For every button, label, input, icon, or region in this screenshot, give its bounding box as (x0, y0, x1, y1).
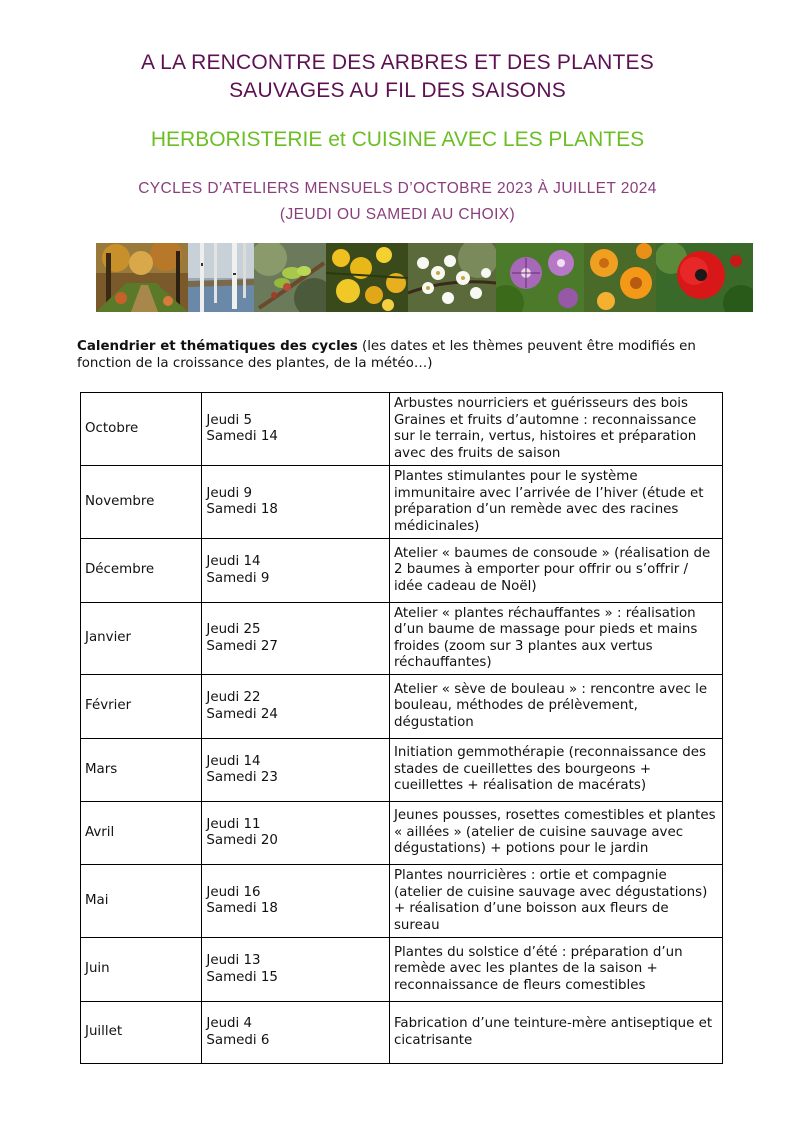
dates-text: Jeudi 11 Samedi 20 (206, 816, 278, 848)
calendar-table (80, 392, 723, 1064)
dates-text: Jeudi 13 Samedi 15 (206, 953, 278, 985)
table-row (81, 865, 723, 938)
dates-text: Jeudi 14 Samedi 23 (206, 753, 278, 785)
table-row (81, 393, 723, 466)
month-cell: Mars (81, 739, 202, 802)
dates-cell (202, 539, 390, 603)
photo-spring-buds (254, 243, 326, 312)
subtitle: HERBORISTERIE et CUISINE AVEC LES PLANTES (150, 128, 645, 151)
month-cell: Juillet (81, 1002, 202, 1064)
month-cell: Février (81, 675, 202, 739)
cycles-line-2: (JEUDI OU SAMEDI AU CHOIX) (279, 206, 516, 223)
dates-text: Jeudi 25 Samedi 27 (206, 622, 278, 654)
dates-cell (202, 393, 390, 466)
photo-red-poppy (656, 243, 753, 312)
photo-birch-trees-by-lake (188, 243, 254, 312)
table-row (81, 466, 723, 539)
month-cell: Décembre (81, 539, 202, 603)
table-row (81, 938, 723, 1002)
theme-text: Plantes nourricières : ortie et compagnie (atelier de cuisine sauvage avec dégustations) + réalisation d’une boisson aux fleurs de sureau (393, 868, 708, 933)
title-line-2: SAUVAGES AU FIL DES SAISONS (229, 79, 566, 102)
theme-cell (389, 865, 722, 938)
intro-heading: Calendrier et thématiques des cycles (77, 339, 358, 354)
theme-cell (389, 603, 722, 675)
month-cell: Janvier (81, 603, 202, 675)
month-cell: Avril (81, 802, 202, 865)
dates-text: Jeudi 4 Samedi 6 (206, 1016, 270, 1048)
dates-cell (202, 739, 390, 802)
dates-cell (202, 865, 390, 938)
dates-cell (202, 675, 390, 739)
table-row (81, 739, 723, 802)
title-line-1: A LA RENCONTRE DES ARBRES ET DES PLANTES (141, 51, 654, 74)
dates-cell (202, 938, 390, 1002)
month-cell: Octobre (81, 393, 202, 466)
theme-cell (389, 802, 722, 865)
photo-autumn-forest-path (96, 243, 188, 312)
theme-text: Atelier « baumes de consoude » (réalisation de 2 baumes à emporter pour offrir ou s’offrir / idée cadeau de Noël) (393, 545, 711, 594)
dates-cell (202, 603, 390, 675)
theme-text: Plantes du solstice d’été : préparation d’un remède avec les plantes de la saison + reconnaissance de fleurs comestibles (393, 944, 683, 993)
theme-cell (389, 539, 722, 603)
theme-text: Initiation gemmothérapie (reconnaissance des stades de cueillettes des bourgeons + cueillettes + réalisation de macérats) (393, 745, 706, 794)
table-row (81, 802, 723, 865)
photo-white-blossoms (408, 243, 496, 312)
month-cell: Novembre (81, 466, 202, 539)
dates-text: Jeudi 5 Samedi 14 (206, 412, 278, 444)
dates-cell (202, 466, 390, 539)
theme-text: Fabrication d’une teinture-mère antiseptique et cicatrisante (393, 1016, 713, 1048)
dates-text: Jeudi 22 Samedi 24 (206, 690, 278, 722)
photo-strip (96, 243, 753, 312)
intro-note: (les dates et les thèmes peuvent être modifiés en fonction de la croissance des plantes, de la météo…) (77, 339, 696, 371)
theme-text: Plantes stimulantes pour le système immunitaire avec l’arrivée de l’hiver (étude et préparation d’un remède avec des racines médicinales) (393, 469, 704, 534)
theme-cell (389, 466, 722, 539)
theme-cell (389, 1002, 722, 1064)
table-row (81, 1002, 723, 1064)
dates-text: Jeudi 9 Samedi 18 (206, 485, 278, 517)
theme-text: Jeunes pousses, rosettes comestibles et plantes « aillées » (atelier de cuisine sauvage avec dégustations) + potions pour le jardin (393, 808, 716, 857)
dates-cell (202, 1002, 390, 1064)
intro-paragraph (77, 338, 727, 372)
photo-calendula-flowers (584, 243, 656, 312)
photo-mallow-flowers (496, 243, 584, 312)
photo-yellow-gorse-flowers (326, 243, 408, 312)
theme-cell (389, 675, 722, 739)
table-row (81, 603, 723, 675)
theme-cell (389, 938, 722, 1002)
cycles-line-1: CYCLES D’ATELIERS MENSUELS D’OCTOBRE 2023 À JUILLET 2024 (138, 180, 657, 197)
table-row (81, 675, 723, 739)
dates-text: Jeudi 16 Samedi 18 (206, 884, 278, 916)
theme-text: Atelier « sève de bouleau » : rencontre avec le bouleau, méthodes de prélèvement, dégustation (393, 681, 708, 730)
month-cell: Mai (81, 865, 202, 938)
theme-cell (389, 739, 722, 802)
table-row (81, 539, 723, 603)
theme-text: Arbustes nourriciers et guérisseurs des bois Graines et fruits d’automne : reconnaissance sur le terrain, vertus, histoires et préparation avec des fruits de saison (393, 396, 697, 461)
dates-text: Jeudi 14 Samedi 9 (206, 554, 270, 586)
month-cell: Juin (81, 938, 202, 1002)
dates-cell (202, 802, 390, 865)
theme-cell (389, 393, 722, 466)
theme-text: Atelier « plantes réchauffantes » : réalisation d’un baume de massage pour pieds et mains froides (zoom sur 3 plantes aux vertus réchauffantes) (393, 605, 698, 670)
